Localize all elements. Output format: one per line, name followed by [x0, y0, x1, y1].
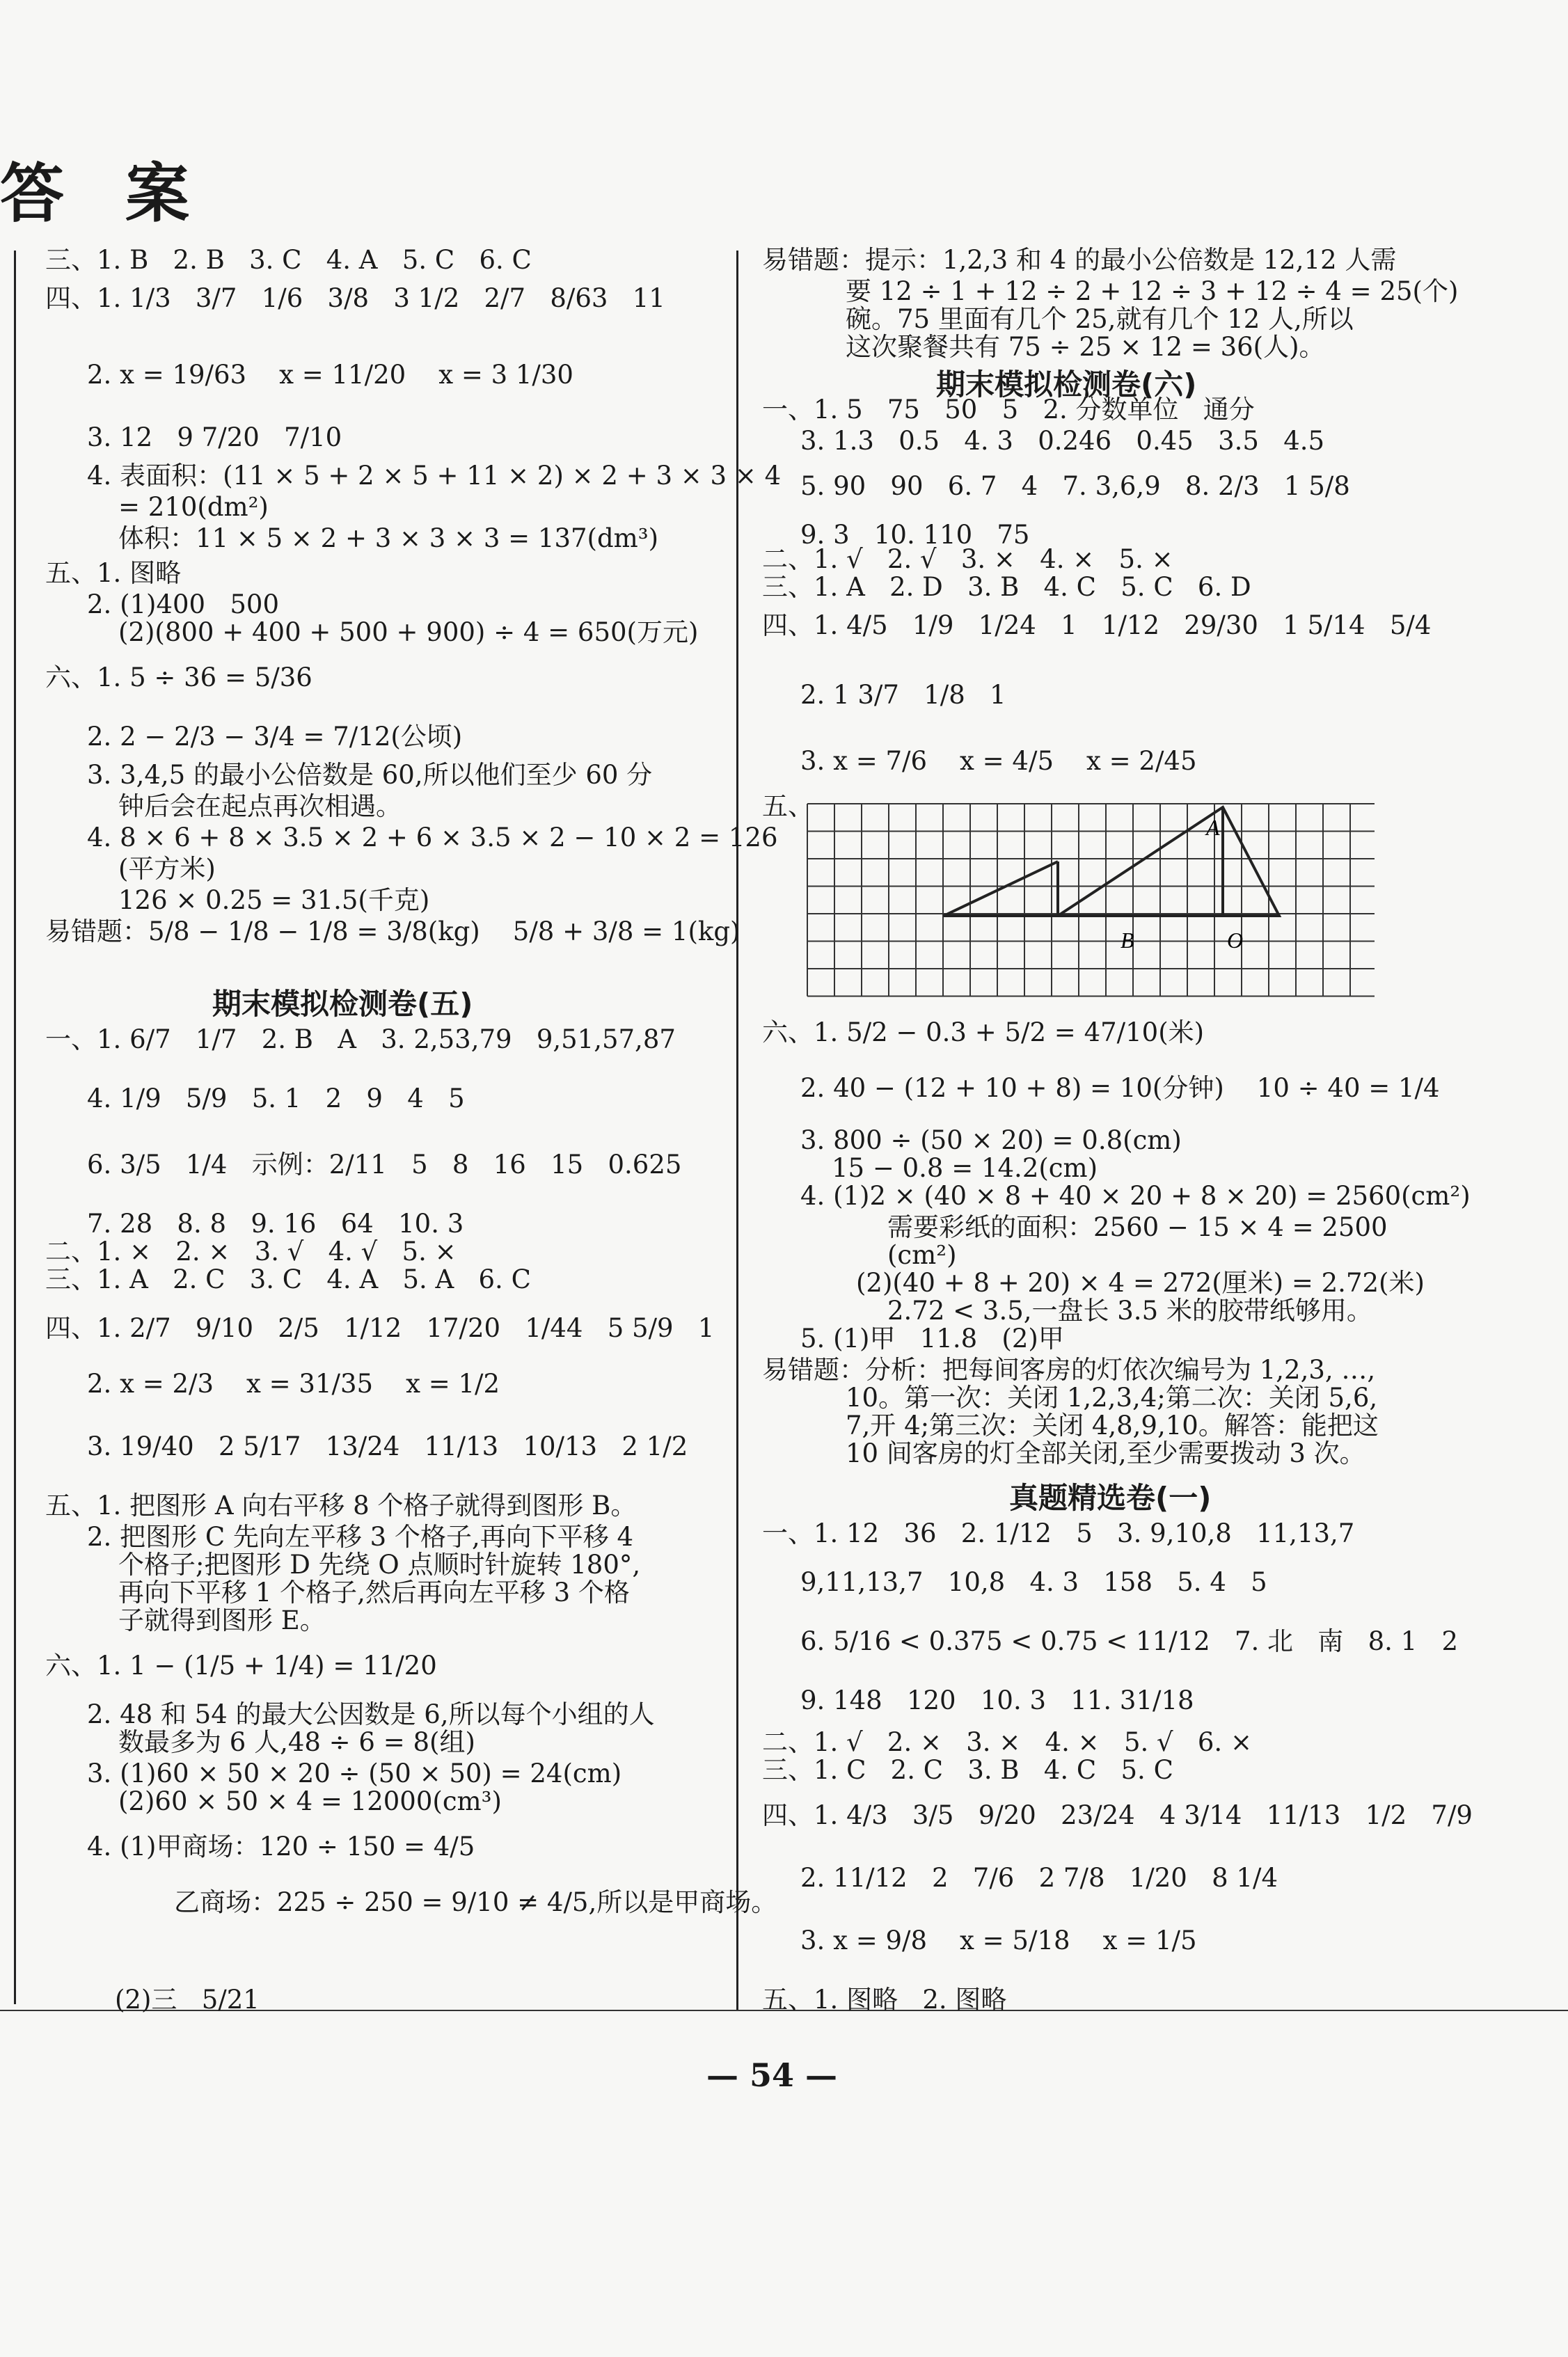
answer-line: 钟后会在起点再次相遇。 [118, 791, 402, 821]
answer-line: = 210(dm²) [118, 492, 269, 522]
answer-line: 子就得到图形 E。 [118, 1605, 326, 1635]
answer-line: 六、1. 1 − (1/5 + 1/4) = 11/20 [45, 1651, 437, 1681]
answer-line: 2. 把图形 C 先向左平移 3 个格子,再向下平移 4 [87, 1522, 634, 1552]
label-a: A [1206, 815, 1220, 840]
answer-line: 3. 1.3 0.5 4. 3 0.246 0.45 3.5 4.5 [800, 426, 1325, 456]
answer-line: 2. x = 19/63 x = 11/20 x = 3 1/30 [87, 360, 573, 390]
answer-line: 9. 3 10. 110 75 [800, 520, 1030, 550]
answer-line: 三、1. A 2. C 3. C 4. A 5. A 6. C [45, 1264, 531, 1294]
answer-line: 4. (1)2 × (40 × 8 + 40 × 20 + 8 × 20) = 2560(cm²) [800, 1181, 1471, 1211]
figure-outline-2 [1058, 807, 1279, 916]
answer-line: 2. 48 和 54 的最大公因数是 6,所以每个小组的人 [87, 1699, 655, 1729]
answer-line: 3. 3,4,5 的最小公倍数是 60,所以他们至少 60 分 [87, 760, 653, 790]
answer-line: 三、1. B 2. B 3. C 4. A 5. C 6. C [45, 245, 532, 275]
answer-line: 一、1. 5 75 50 5 2. 分数单位 通分 [762, 395, 1255, 424]
answer-line: 4. 表面积：(11 × 5 + 2 × 5 + 11 × 2) × 2 + 3 × 3 × 4 [87, 461, 782, 491]
answer-line: 7,开 4;第三次：关闭 4,8,9,10。解答：能把这 [846, 1411, 1379, 1441]
answer-line: 5. (1)甲 11.8 (2)甲 [800, 1324, 1064, 1354]
answer-line: 乙商场：225 ÷ 250 = 9/10 ≠ 4/5,所以是甲商场。 [174, 1887, 777, 1917]
answer-line: (2)(40 + 8 + 20) × 4 = 272(厘米) = 2.72(米) [856, 1268, 1425, 1298]
answer-line: 二、1. √ 2. √ 3. × 4. × 5. × [762, 544, 1173, 574]
left-margin-rule [14, 251, 16, 2004]
figure-outline [944, 862, 1058, 916]
answer-line: 3. 12 9 7/20 7/10 [87, 422, 342, 452]
answer-line: (平方米) [118, 854, 216, 884]
answer-line: 126 × 0.25 = 31.5(千克) [118, 885, 430, 915]
answer-line: 3. x = 7/6 x = 4/5 x = 2/45 [800, 746, 1197, 776]
answer-line: 5. 90 90 6. 7 4 7. 3,6,9 8. 2/3 1 5/8 [800, 471, 1350, 501]
answer-line: (2)三 5/21 [115, 1985, 260, 2015]
answer-line: 六、1. 5 ÷ 36 = 5/36 [45, 662, 312, 692]
answer-line: 三、1. A 2. D 3. B 4. C 5. C 6. D [762, 572, 1251, 602]
answer-line: 2.72 < 3.5,一盘长 3.5 米的胶带纸够用。 [887, 1296, 1372, 1326]
answer-line: 9. 148 120 10. 3 11. 31/18 [800, 1685, 1194, 1715]
answer-line: 7. 28 8. 8 9. 16 64 10. 3 [87, 1209, 464, 1239]
answer-line: 四、1. 4/3 3/5 9/20 23/24 4 3/14 11/13 1/2 7/9 [762, 1800, 1473, 1830]
answer-line: 二、1. √ 2. × 3. × 4. × 5. √ 6. × [762, 1727, 1252, 1757]
answer-line: 3. x = 9/8 x = 5/18 x = 1/5 [800, 1926, 1197, 1955]
answer-line: 2. 2 − 2/3 − 3/4 = 7/12(公顷) [87, 722, 463, 752]
answer-line: 3. (1)60 × 50 × 20 ÷ (50 × 50) = 24(cm) [87, 1759, 622, 1788]
answer-line: 3. 19/40 2 5/17 13/24 11/13 10/13 2 1/2 [87, 1431, 688, 1461]
answer-line: 易错题：提示：1,2,3 和 4 的最小公倍数是 12,12 人需 [762, 245, 1397, 275]
answer-line: 四、1. 4/5 1/9 1/24 1 1/12 29/30 1 5/14 5/4 [762, 610, 1432, 640]
answer-line: (cm²) [887, 1240, 957, 1270]
answer-line: 易错题：5/8 − 1/8 − 1/8 = 3/8(kg) 5/8 + 3/8 = 1(kg) [45, 916, 741, 946]
grid-figure [804, 800, 1375, 1001]
answer-line: 体积：11 × 5 × 2 + 3 × 3 × 3 = 137(dm³) [118, 523, 659, 553]
section-title: 期末模拟检测卷(五) [212, 987, 473, 1021]
answer-line: 2. 11/12 2 7/6 2 7/8 1/20 8 1/4 [800, 1863, 1278, 1893]
answer-line: 9,11,13,7 10,8 4. 3 158 5. 4 5 [800, 1567, 1267, 1597]
answer-line: 五、 [762, 791, 814, 821]
answer-line: 需要彩纸的面积：2560 − 15 × 4 = 2500 [887, 1212, 1388, 1242]
answer-line: 这次聚餐共有 75 ÷ 25 × 12 = 36(人)。 [846, 332, 1325, 362]
answer-line: 2. (1)400 500 [87, 589, 280, 619]
answer-line: (2)(800 + 400 + 500 + 900) ÷ 4 = 650(万元) [118, 617, 699, 647]
page-title: 答 案 [0, 157, 209, 231]
answer-line: 四、1. 2/7 9/10 2/5 1/12 17/20 1/44 5 5/9 1 [45, 1313, 715, 1343]
answer-line: 10 间客房的灯全部关闭,至少需要拨动 3 次。 [846, 1438, 1365, 1468]
answer-line: 2. 40 − (12 + 10 + 8) = 10(分钟) 10 ÷ 40 = 1/4 [800, 1073, 1440, 1103]
answer-line: 6. 5/16 < 0.375 < 0.75 < 11/12 7. 北 南 8. 1 2 [800, 1626, 1458, 1656]
answer-line: 要 12 ÷ 1 + 12 ÷ 2 + 12 ÷ 3 + 12 ÷ 4 = 25(个) [846, 276, 1459, 306]
answer-line: 碗。75 里面有几个 25,就有几个 12 人,所以 [846, 304, 1354, 334]
answer-line: 再向下平移 1 个格子,然后再向左平移 3 个格 [118, 1578, 630, 1608]
column-divider [736, 251, 738, 2011]
answer-line: 五、1. 图略 2. 图略 [762, 1985, 1007, 2015]
page-number: — 54 — [706, 2056, 838, 2094]
answer-line: 10。第一次：关闭 1,2,3,4;第二次：关闭 5,6, [846, 1383, 1378, 1413]
answer-line: 四、1. 1/3 3/7 1/6 3/8 3 1/2 2/7 8/63 11 [45, 283, 665, 313]
answer-line: 易错题：分析：把每间客房的灯依次编号为 1,2,3, …, [762, 1355, 1376, 1385]
grid-figure-svg [804, 800, 1375, 999]
label-o: O [1227, 928, 1244, 953]
answer-line: 2. 1 3/7 1/8 1 [800, 680, 1006, 710]
answer-line: 三、1. C 2. C 3. B 4. C 5. C [762, 1755, 1173, 1785]
answer-line: 二、1. × 2. × 3. √ 4. √ 5. × [45, 1237, 457, 1267]
answer-line: 一、1. 6/7 1/7 2. B A 3. 2,53,79 9,51,57,87 [45, 1024, 676, 1054]
answer-line: 五、1. 图略 [45, 558, 182, 588]
label-b: B [1120, 928, 1134, 953]
answer-line: 4. (1)甲商场：120 ÷ 150 = 4/5 [87, 1832, 475, 1862]
answer-line: 五、1. 把图形 A 向右平移 8 个格子就得到图形 B。 [45, 1491, 637, 1521]
answer-line: 一、1. 12 36 2. 1/12 5 3. 9,10,8 11,13,7 [762, 1518, 1355, 1548]
section-title: 真题精选卷(一) [1009, 1481, 1212, 1515]
answer-line: (2)60 × 50 × 4 = 12000(cm³) [118, 1786, 502, 1816]
answer-line: 4. 8 × 6 + 8 × 3.5 × 2 + 6 × 3.5 × 2 − 10 × 2 = 126 [87, 823, 778, 852]
answer-line: 六、1. 5/2 − 0.3 + 5/2 = 47/10(米) [762, 1017, 1205, 1047]
answer-line: 6. 3/5 1/4 示例：2/11 5 8 16 15 0.625 [87, 1150, 682, 1180]
answer-line: 2. x = 2/3 x = 31/35 x = 1/2 [87, 1369, 500, 1399]
answer-line: 3. 800 ÷ (50 × 20) = 0.8(cm) [800, 1125, 1182, 1155]
answer-line: 4. 1/9 5/9 5. 1 2 9 4 5 [87, 1084, 465, 1113]
answer-line: 个格子;把图形 D 先绕 O 点顺时针旋转 180°, [118, 1550, 641, 1580]
section-title: 期末模拟检测卷(六) [936, 367, 1197, 402]
answer-line: 15 − 0.8 = 14.2(cm) [832, 1153, 1098, 1183]
answer-line: 数最多为 6 人,48 ÷ 6 = 8(组) [118, 1727, 475, 1757]
